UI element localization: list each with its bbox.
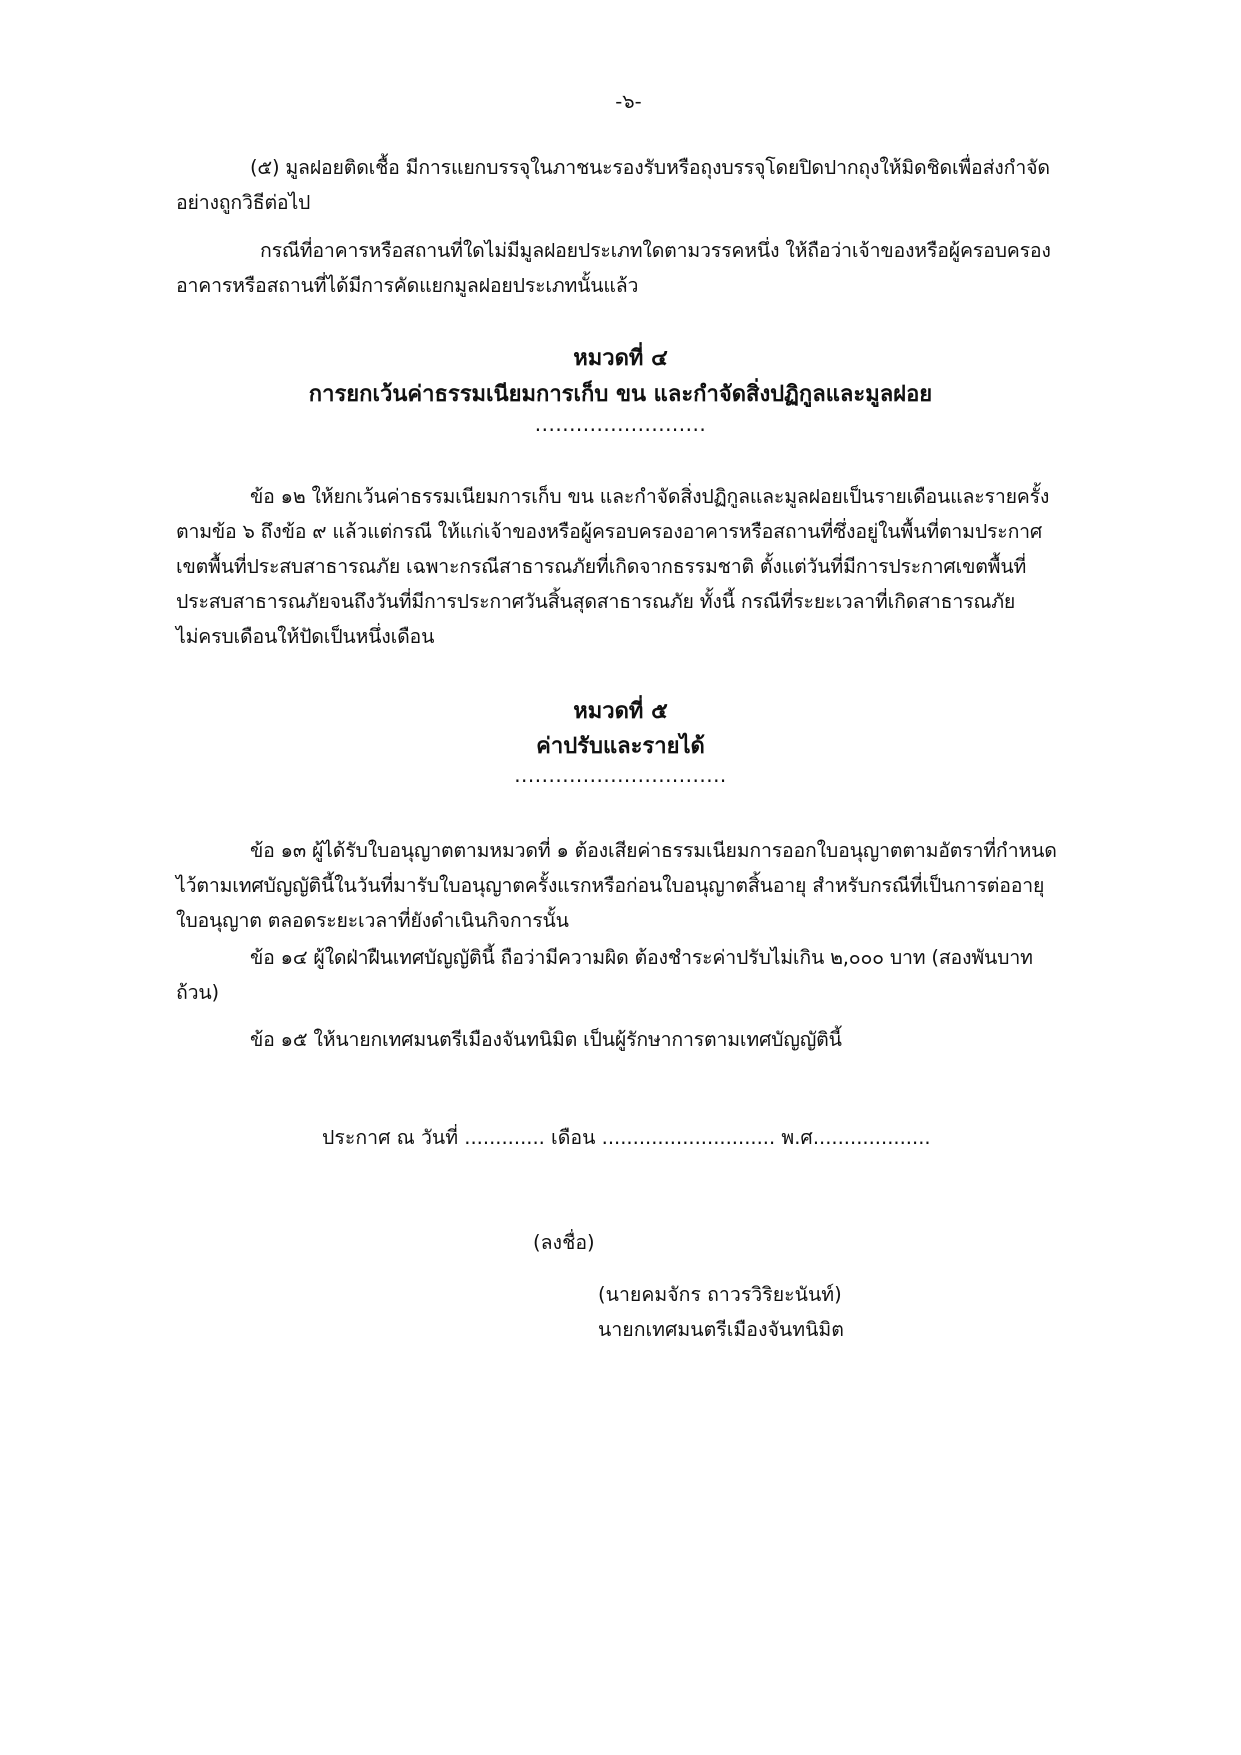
paragraph-line: เขตพื้นที่ประสบสาธารณภัย เฉพาะกรณีสาธารณภัยที่เกิดจากธรรมชาติ ตั้งแต่วันที่มีการประกาศเขตพื้นที่ <box>176 555 1027 578</box>
paragraph-line: ไว้ตามเทศบัญญัตินี้ในวันที่มารับใบอนุญาตครั้งแรกหรือก่อนใบอนุญาตสิ้นอายุ สำหรับกรณีที่เป็นการต่ออายุ <box>176 874 1045 897</box>
signatory-name: (นายคมจักร ถาวรวิริยะนันท์) <box>598 1283 842 1306</box>
paragraph-line: (๕) มูลฝอยติดเชื้อ มีการแยกบรรจุในภาชนะรองรับหรือถุงบรรจุโดยปิดปากถุงให้มิดชิดเพื่อส่งกำจัด <box>250 156 1050 179</box>
paragraph-no-waste-case <box>176 233 1136 303</box>
announcement-date-line: ประกาศ ณ วันที่ ............. เดือน ............................ พ.ศ................... <box>322 1126 931 1149</box>
chapter-5-title: ค่าปรับและรายได้ <box>536 734 705 759</box>
paragraph-line: กรณีที่อาคารหรือสถานที่ใดไม่มีมูลฝอยประเภทใดตามวรรคหนึ่ง ให้ถือว่าเจ้าของหรือผู้ครอบครอง <box>260 239 1051 262</box>
signatory-position: นายกเทศมนตรีเมืองจันทนิมิต <box>598 1318 844 1341</box>
chapter-4-separator: ......................... <box>534 412 707 436</box>
chapter-4-title: การยกเว้นค่าธรรมเนียมการเก็บ ขน และกำจัดสิ่งปฏิกูลและมูลฝอย <box>308 382 933 407</box>
clause-13 <box>176 833 1136 938</box>
signature-label: (ลงชื่อ) <box>533 1231 595 1254</box>
clause-12 <box>176 479 1136 654</box>
paragraph-line: อาคารหรือสถานที่ได้มีการคัดแยกมูลฝอยประเภทนั้นแล้ว <box>176 274 639 297</box>
clause-14 <box>176 940 1136 1010</box>
paragraph-line: ข้อ ๑๒ ให้ยกเว้นค่าธรรมเนียมการเก็บ ขน และกำจัดสิ่งปฏิกูลและมูลฝอยเป็นรายเดือนและรายครั้ง <box>250 485 1050 508</box>
clause-15 <box>176 1022 1136 1057</box>
paragraph-line: ข้อ ๑๓ ผู้ได้รับใบอนุญาตตามหมวดที่ ๑ ต้องเสียค่าธรรมเนียมการออกใบอนุญาตตามอัตราที่กำหนด <box>250 839 1057 862</box>
paragraph-line: ประสบสาธารณภัยจนถึงวันที่มีการประกาศวันสิ้นสุดสาธารณภัย ทั้งนี้ กรณีที่ระยะเวลาที่เกิดสาธารณภัย <box>176 590 1016 613</box>
paragraph-line: ใบอนุญาต ตลอดระยะเวลาที่ยังดำเนินกิจการนั้น <box>176 909 569 932</box>
chapter-5-number: หมวดที่ ๕ <box>573 699 668 724</box>
chapter-5-separator: ............................... <box>514 763 727 787</box>
paragraph-line: อย่างถูกวิธีต่อไป <box>176 191 311 214</box>
paragraph-line: ตามข้อ ๖ ถึงข้อ ๙ แล้วแต่กรณี ให้แก่เจ้าของหรือผู้ครอบครองอาคารหรือสถานที่ซึ่งอยู่ในพื้นที่ตามประกาศ <box>176 520 1043 543</box>
chapter-4-number: หมวดที่ ๔ <box>573 346 668 371</box>
paragraph-line: ถ้วน) <box>176 981 219 1004</box>
paragraph-line: ข้อ ๑๕ ให้นายกเทศมนตรีเมืองจันทนิมิต เป็นผู้รักษาการตามเทศบัญญัตินี้ <box>250 1028 842 1051</box>
paragraph-item-5 <box>176 150 1136 220</box>
page-number: -๖- <box>615 90 642 113</box>
paragraph-line: ไม่ครบเดือนให้ปัดเป็นหนึ่งเดือน <box>176 625 435 648</box>
paragraph-line: ข้อ ๑๔ ผู้ใดฝ่าฝืนเทศบัญญัตินี้ ถือว่ามีความผิด ต้องชำระค่าปรับไม่เกิน ๒,๐๐๐ บาท (สองพันบาท <box>250 946 1033 969</box>
